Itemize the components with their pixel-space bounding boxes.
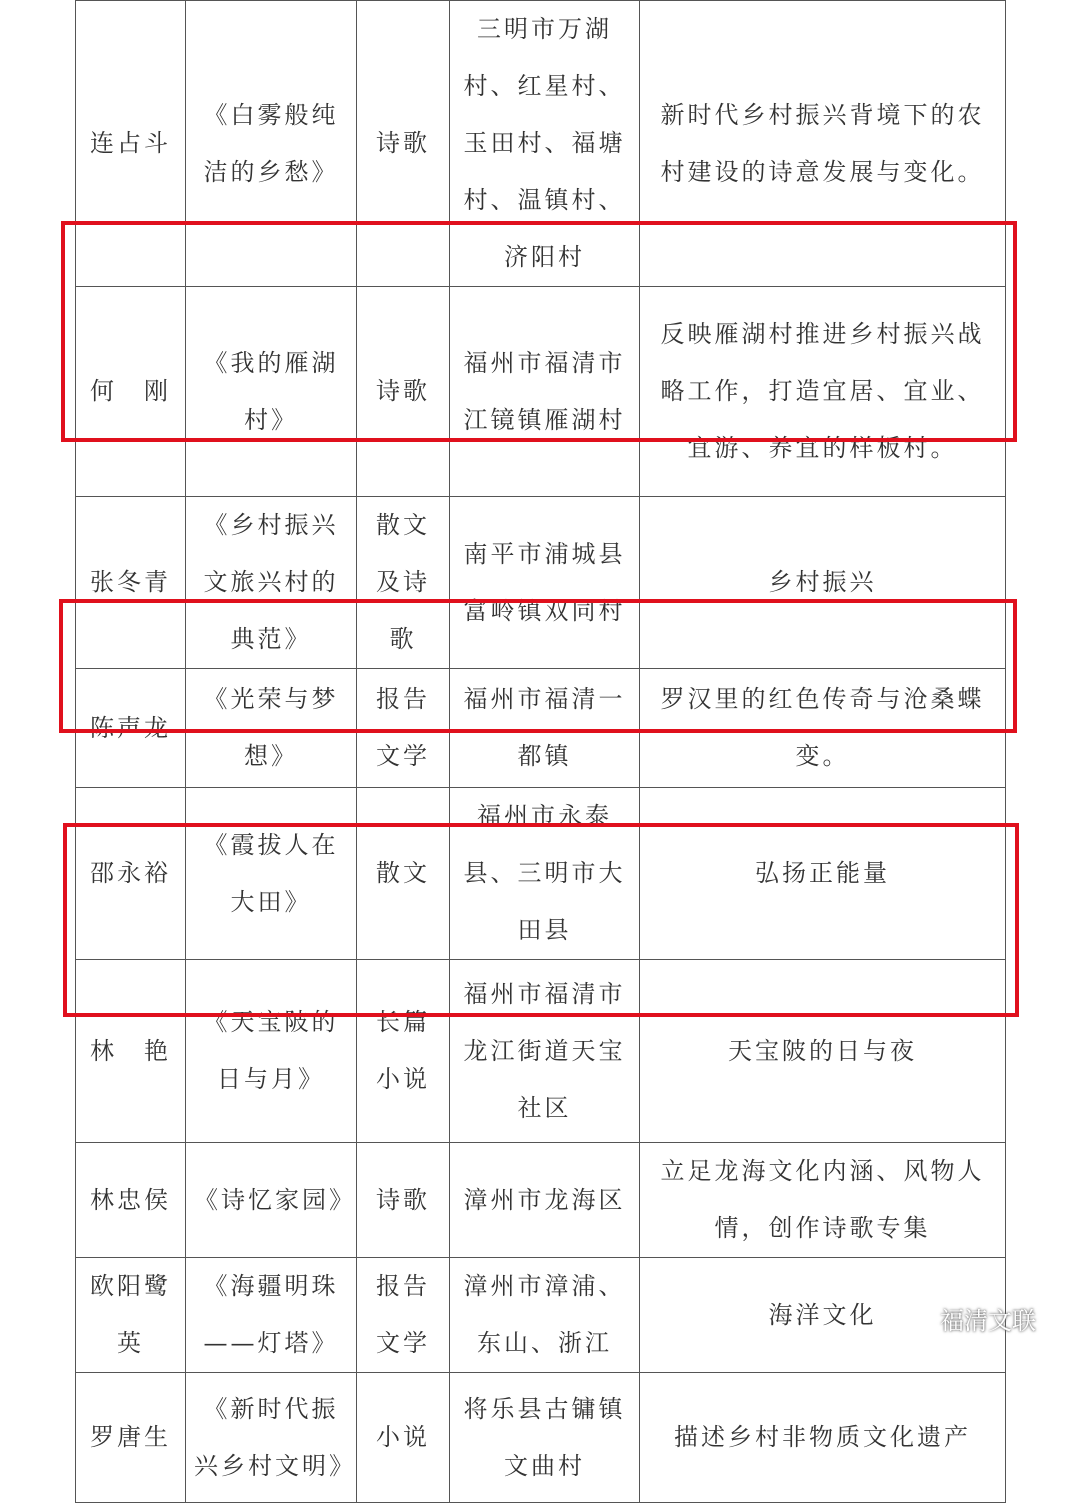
theme-cell: 反映雁湖村推进乡村振兴战略工作，打造宜居、宜业、宜游、养宜的样板村。 (640, 287, 1006, 497)
theme-cell: 乡村振兴 (640, 497, 1006, 669)
place-cell: 福州市福清一都镇 (450, 669, 640, 788)
watermark (898, 1300, 1036, 1336)
theme-cell: 立足龙海文化内涵、风物人情，创作诗歌专集 (640, 1143, 1006, 1258)
title-cell: 《海疆明珠——灯塔》 (186, 1258, 357, 1373)
theme-cell: 天宝陂的日与夜 (640, 960, 1006, 1143)
place-cell: 漳州市漳浦、东山、浙江 (450, 1258, 640, 1373)
genre-cell: 散文 (357, 788, 450, 960)
genre-cell: 诗歌 (357, 1, 450, 287)
place-cell: 三明市万湖村、红星村、玉田村、福塘村、温镇村、济阳村 (450, 1, 640, 287)
table-row (76, 960, 1006, 1143)
place-cell: 将乐县古镛镇文曲村 (450, 1373, 640, 1503)
watermark-text: 福清文联 (940, 1306, 1036, 1335)
table-row (76, 497, 1006, 669)
author-cell: 何 刚 (76, 287, 186, 497)
author-cell: 邵永裕 (76, 788, 186, 960)
place-cell: 福州市永泰县、三明市大田县 (450, 788, 640, 960)
works-table-container (75, 0, 1006, 1503)
title-cell: 《乡村振兴文旅兴村的典范》 (186, 497, 357, 669)
table-row (76, 287, 1006, 497)
theme-cell: 弘扬正能量 (640, 788, 1006, 960)
place-cell: 漳州市龙海区 (450, 1143, 640, 1258)
theme-cell: 描述乡村非物质文化遗产 (640, 1373, 1006, 1503)
author-cell: 陈声龙 (76, 669, 186, 788)
genre-cell: 诗歌 (357, 287, 450, 497)
theme-cell: 新时代乡村振兴背境下的农村建设的诗意发展与变化。 (640, 1, 1006, 287)
genre-cell: 长篇小说 (357, 960, 450, 1143)
table-row (76, 1143, 1006, 1258)
title-cell: 《霞拔人在大田》 (186, 788, 357, 960)
place-cell: 福州市福清市龙江街道天宝社区 (450, 960, 640, 1143)
author-cell: 林 艳 (76, 960, 186, 1143)
table-row (76, 1, 1006, 287)
table-row (76, 1258, 1006, 1373)
theme-cell: 罗汉里的红色传奇与沧桑蝶变。 (640, 669, 1006, 788)
author-cell: 欧阳鹭英 (76, 1258, 186, 1373)
author-cell: 连占斗 (76, 1, 186, 287)
genre-cell: 散文及诗歌 (357, 497, 450, 669)
title-cell: 《天宝陂的日与月》 (186, 960, 357, 1143)
genre-cell: 报告文学 (357, 1258, 450, 1373)
title-cell: 《新时代振兴乡村文明》 (186, 1373, 357, 1503)
genre-cell: 小说 (357, 1373, 450, 1503)
title-cell: 《我的雁湖村》 (186, 287, 357, 497)
genre-cell: 诗歌 (357, 1143, 450, 1258)
author-cell: 罗唐生 (76, 1373, 186, 1503)
table-row (76, 788, 1006, 960)
author-cell: 林忠侯 (76, 1143, 186, 1258)
table-row (76, 1373, 1006, 1503)
table-row (76, 669, 1006, 788)
title-cell: 《白雾般纯洁的乡愁》 (186, 1, 357, 287)
place-cell: 南平市浦城县富岭镇双同村 (450, 497, 640, 669)
place-cell: 福州市福清市江镜镇雁湖村 (450, 287, 640, 497)
title-cell: 《光荣与梦想》 (186, 669, 357, 788)
works-table (75, 0, 1006, 1503)
theme-cell: 海洋文化 (640, 1258, 1006, 1373)
wechat-icon (898, 1303, 934, 1333)
author-cell: 张冬青 (76, 497, 186, 669)
genre-cell: 报告文学 (357, 669, 450, 788)
title-cell: 《诗忆家园》 (186, 1143, 357, 1258)
